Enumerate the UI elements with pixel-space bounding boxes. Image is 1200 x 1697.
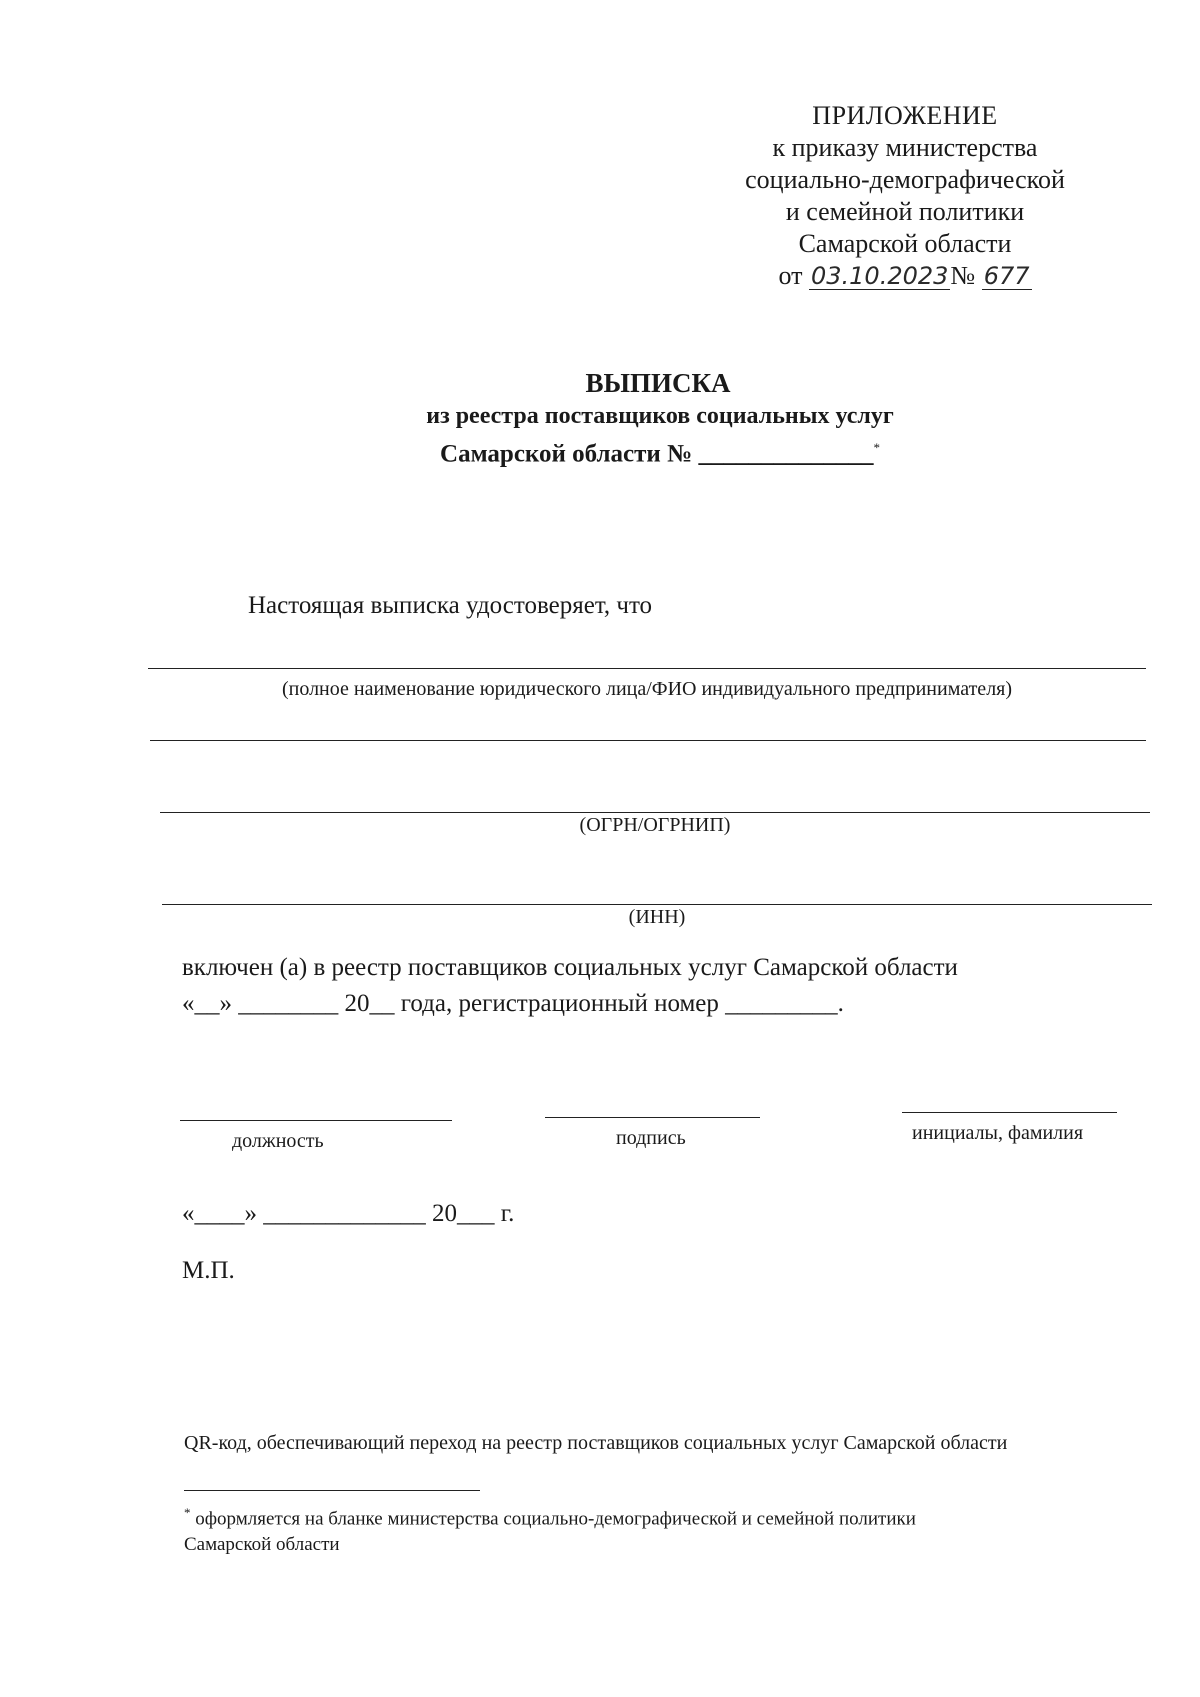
footnote-mark: * — [873, 440, 880, 455]
inclusion-line-2: «__» ________ 20__ года, регистрационный номер _________. — [182, 990, 844, 1017]
name-line-2 — [150, 740, 1146, 741]
appendix-header — [690, 100, 1120, 292]
handwritten-number: 677 — [983, 262, 1030, 290]
appendix-line-3: и семейной политики — [785, 197, 1025, 226]
footnote — [184, 1500, 1084, 1558]
order-date-row — [690, 260, 1120, 292]
position-line — [180, 1120, 452, 1121]
intro-text: Настоящая выписка удостоверяет, что — [248, 592, 653, 619]
handwritten-date: 03.10.2023 — [810, 262, 949, 290]
ogrn-line — [160, 812, 1150, 813]
document-title: ВЫПИСКА — [585, 368, 731, 398]
caption-name: (полное наименование юридического лица/ФИО индивидуального предпринимателя) — [281, 678, 1013, 700]
signature-caption: подпись — [616, 1127, 686, 1149]
footnote-star: * — [184, 1505, 191, 1520]
qr-code-note: QR-код, обеспечивающий переход на реестр поставщиков социальных услуг Самарской области — [184, 1432, 1008, 1454]
number-prefix: № — [950, 261, 976, 290]
appendix-title: ПРИЛОЖЕНИЕ — [812, 101, 998, 130]
signing-date: «____» _____________ 20___ г. — [182, 1200, 515, 1227]
name-line-1 — [148, 668, 1146, 669]
name-signature-line — [902, 1112, 1117, 1113]
document-subtitle-number — [60, 440, 1200, 468]
footnote-line-1 — [184, 1500, 1084, 1532]
inclusion-line-1: включен (а) в реестр поставщиков социальных услуг Самарской области — [182, 954, 958, 981]
registry-number-blank: ______________ — [698, 440, 874, 468]
subtitle-region: Самарской области № — [440, 440, 693, 468]
caption-ogrn: (ОГРН/ОГРНИП) — [579, 814, 731, 836]
document-subtitle: из реестра поставщиков социальных услуг — [426, 403, 894, 429]
footnote-line-2: Самарской области — [184, 1534, 340, 1556]
name-caption: инициалы, фамилия — [912, 1122, 1084, 1144]
inclusion-text — [182, 950, 958, 1022]
signature-line — [545, 1117, 760, 1118]
footnote-text-1: оформляется на бланке министерства социально-демографической и семейной политики — [195, 1508, 916, 1530]
position-caption: должность — [232, 1130, 324, 1152]
inn-line — [162, 904, 1152, 905]
appendix-line-4: Самарской области — [798, 229, 1012, 258]
appendix-line-1: к приказу министерства — [772, 133, 1038, 162]
caption-inn: (ИНН) — [628, 906, 686, 928]
date-prefix: от — [778, 261, 803, 290]
appendix-line-2: социально-демографической — [745, 165, 1065, 194]
footnote-separator — [184, 1490, 480, 1491]
stamp-place: М.П. — [182, 1257, 235, 1284]
